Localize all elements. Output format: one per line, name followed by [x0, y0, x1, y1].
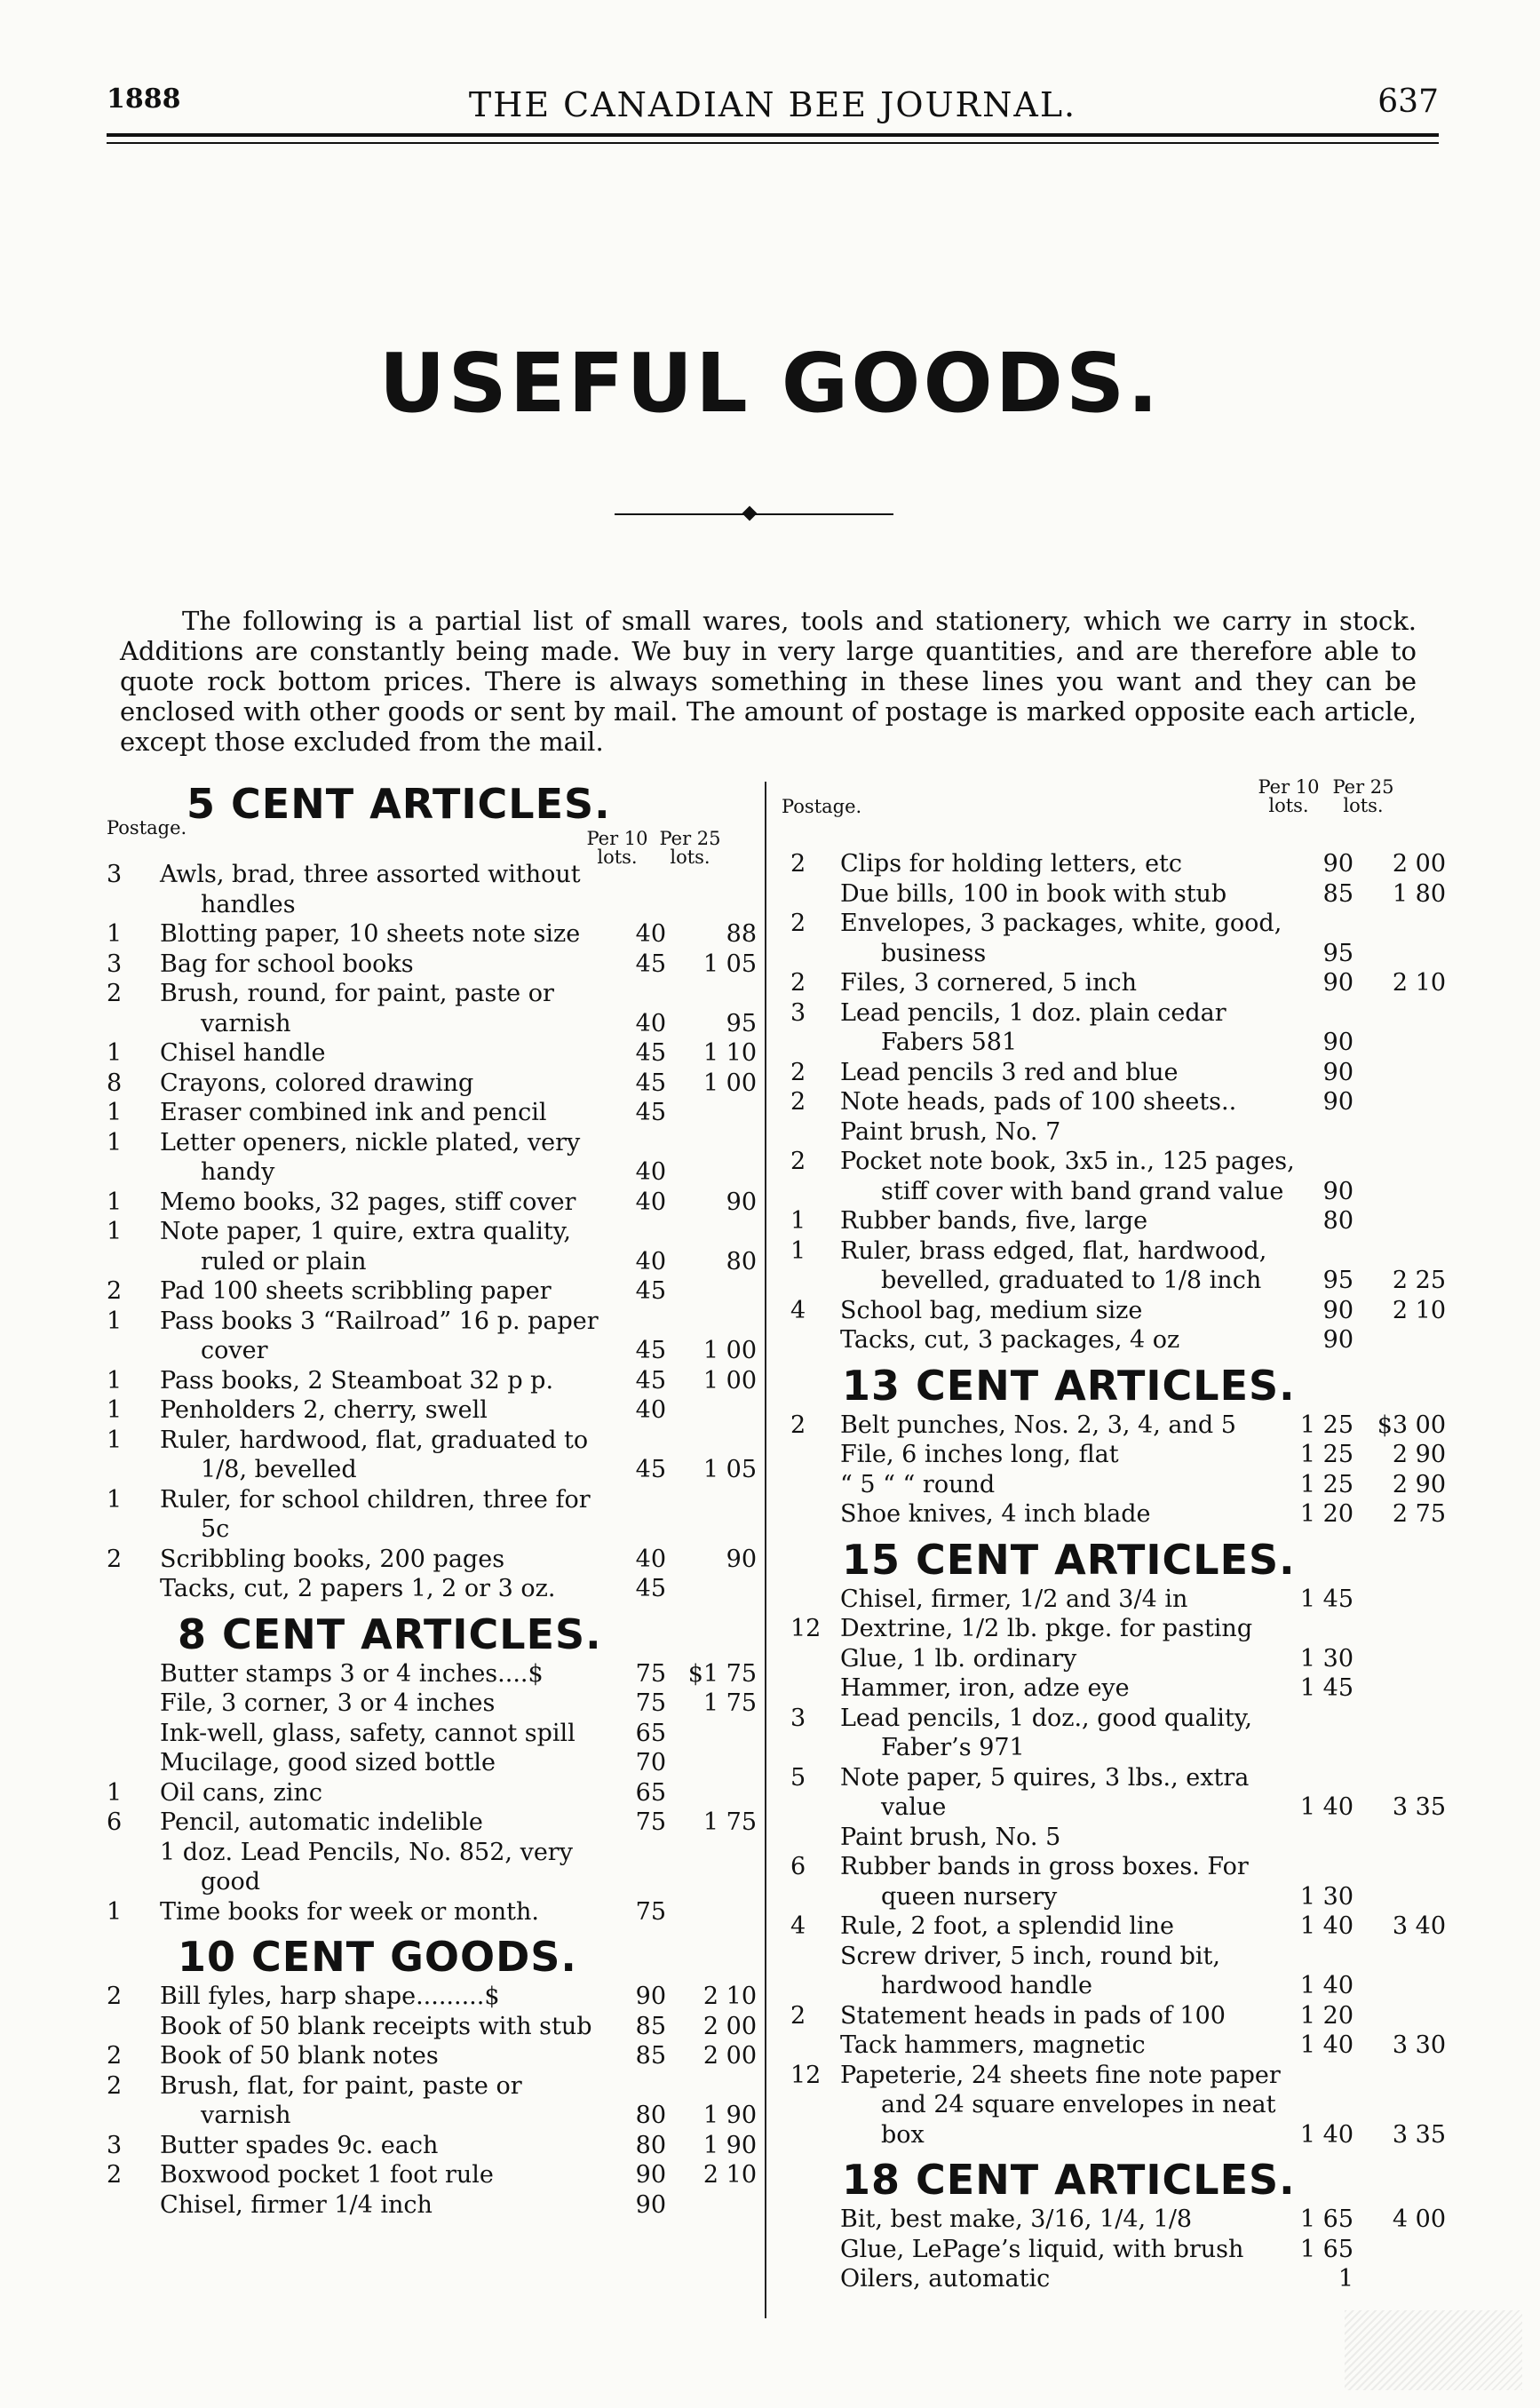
price-list-item [107, 1188, 764, 1218]
price-list-item [771, 2001, 1446, 2031]
item-description: Oil cans, zinc [160, 1778, 322, 1807]
postage-amount: 1 [790, 1236, 806, 1265]
right-price-list [771, 849, 1446, 2294]
price-per-10: 90 [1322, 1029, 1353, 1056]
price-per-10: 90 [635, 2161, 666, 2189]
price-per-10: 1 25 [1299, 1470, 1353, 1498]
item-description: Tacks, cut, 2 papers 1, 2 or 3 oz. [160, 1575, 556, 1602]
item-description: Memo books, 32 pages, stiff cover [160, 1188, 576, 1216]
price-per-10: 45 [635, 1069, 666, 1097]
price-per-10: 80 [1322, 1207, 1353, 1235]
price-per-10: 70 [635, 1749, 666, 1776]
postage-amount: 1 [107, 1128, 123, 1156]
item-description: Lead pencils, 1 doz., good quality, Faber’s 971 [840, 1704, 1253, 1761]
price-list-item [107, 1838, 764, 1897]
left-price-list [107, 860, 764, 2220]
item-description: Due bills, 100 in book with stub [840, 879, 1227, 908]
price-list-item [771, 1411, 1446, 1441]
per10-label: Per 10 lots. [586, 828, 648, 868]
section-heading: 13 CENT ARTICLES. [842, 1361, 1296, 1410]
postage-amount: 1 [107, 1778, 123, 1807]
postage-amount: 3 [107, 950, 123, 978]
item-description: Bag for school books [160, 950, 414, 978]
price-list-item [771, 2031, 1446, 2061]
price-list-item [107, 1217, 764, 1276]
item-description: Bill fyles, harp shape.........$ [160, 1983, 500, 2010]
price-per-25: 88 [726, 920, 757, 948]
price-per-25: 1 00 [703, 1069, 757, 1097]
price-per-25: 2 10 [1392, 1296, 1446, 1324]
postage-amount: 2 [107, 2071, 123, 2100]
price-per-10: 40 [635, 1158, 666, 1186]
item-description: Glue, 1 lb. ordinary [840, 1644, 1077, 1673]
item-description: Screw driver, 5 inch, round bit, hardwood handle [840, 1942, 1220, 1999]
price-list-item [771, 879, 1446, 910]
item-description: Rubber bands in gross boxes. For queen nursery [840, 1853, 1249, 1911]
header-year: 1888 [107, 83, 181, 115]
item-description: Time books for week or month. [160, 1897, 539, 1926]
price-list-item [107, 1038, 764, 1069]
running-head [107, 83, 1439, 137]
item-description: School bag, medium size [840, 1296, 1143, 1324]
price-per-10: 1 20 [1299, 1500, 1353, 1528]
price-per-25: 2 25 [1392, 1267, 1446, 1294]
per25-label: Per 25 lots. [1332, 776, 1394, 816]
postage-amount: 3 [107, 2131, 123, 2159]
item-description: Tack hammers, magnetic [840, 2031, 1146, 2059]
price-list-item [107, 1395, 764, 1426]
postage-amount: 2 [107, 980, 123, 1007]
price-list-item [107, 1659, 764, 1689]
price-per-25: 2 10 [703, 1983, 757, 2010]
item-description: Brush, flat, for paint, paste or varnish [160, 2071, 522, 2129]
price-list-item [771, 1673, 1446, 1704]
item-description: Butter spades 9c. each [160, 2131, 439, 2159]
price-per-10: 40 [635, 1188, 666, 1216]
price-list-item [771, 1614, 1446, 1644]
item-description: Ink-well, glass, safety, cannot spill [160, 1719, 576, 1747]
title-ornament-diamond [742, 506, 758, 521]
price-per-25: 3 35 [1392, 1793, 1446, 1821]
price-per-25: 2 90 [1392, 1441, 1446, 1468]
price-list-item [107, 1128, 764, 1188]
postage-amount: 1 [107, 1188, 123, 1216]
item-description: Note heads, pads of 100 sheets.. [840, 1088, 1237, 1116]
price-per-10: 45 [635, 1575, 666, 1602]
item-description: Clips for holding letters, etc [840, 850, 1183, 878]
item-description: Files, 3 cornered, 5 inch [840, 969, 1138, 997]
item-description: Chisel handle [160, 1039, 326, 1067]
postage-amount: 1 [107, 1396, 123, 1424]
price-per-10: 85 [1322, 879, 1353, 908]
item-description: File, 3 corner, 3 or 4 inches [160, 1689, 496, 1717]
postage-amount: 2 [790, 1411, 806, 1439]
per10-label: Per 10 lots. [1258, 776, 1320, 816]
item-description: Ruler, for school children, three for 5c [160, 1485, 591, 1543]
right-column-head [771, 775, 1446, 849]
price-per-25: 1 90 [703, 2102, 757, 2129]
price-per-10: 45 [635, 1456, 666, 1483]
item-description: Boxwood pocket 1 foot rule [160, 2161, 494, 2189]
item-description: Chisel, firmer, 1/2 and 3/4 in [840, 1585, 1188, 1613]
item-description: Envelopes, 3 packages, white, good, business [840, 910, 1282, 967]
price-list-item [771, 2205, 1446, 2235]
price-list-item [107, 1069, 764, 1099]
price-per-10: 90 [635, 2190, 666, 2219]
item-description: Paint brush, No. 7 [840, 1117, 1061, 1146]
price-per-10: 1 65 [1299, 2205, 1353, 2233]
item-description: Bit, best make, 3/16, 1/4, 1/8 [840, 2205, 1193, 2233]
price-per-10: 75 [635, 1808, 666, 1836]
price-list-item [107, 2041, 764, 2071]
price-list-item [771, 909, 1446, 968]
price-list-item [107, 2131, 764, 2161]
price-list-item [771, 1296, 1446, 1326]
price-list-item [771, 1325, 1446, 1355]
price-list-item [771, 1236, 1446, 1296]
item-description: Glue, LePage’s liquid, with brush [840, 2235, 1244, 2263]
left-column [107, 775, 764, 2220]
intro-text: The following is a partial list of small wares, tools and stationery, which we carry in stock. Additions are constantly being made. We buy in very large quantities, and are therefore able to quote rock bottom prices. There is always something in these lines you want and they can be enclosed with other goods or sent by mail. The amount of postage is marked opposite each article, except those excluded from the mail. [120, 606, 1417, 757]
price-per-10: 40 [635, 920, 666, 948]
price-per-10: 1 40 [1299, 1912, 1353, 1940]
price-per-25: 90 [726, 1545, 757, 1573]
price-per-10: 75 [635, 1659, 666, 1688]
section-heading: 8 CENT ARTICLES. [178, 1609, 602, 1658]
page-number: 637 [1377, 83, 1439, 120]
price-per-25: 1 80 [1392, 879, 1446, 908]
price-per-25: 1 05 [703, 1456, 757, 1483]
item-description: Pass books 3 “Railroad” 16 p. paper cover [160, 1307, 599, 1364]
postage-amount: 2 [107, 2042, 123, 2070]
item-description: Belt punches, Nos. 2, 3, 4, and 5 [840, 1411, 1236, 1439]
item-description: Note paper, 5 quires, 3 lbs., extra value [840, 1763, 1250, 1821]
price-per-10: 45 [635, 1337, 666, 1364]
postage-amount: 2 [790, 2001, 806, 2030]
price-list-item [107, 950, 764, 980]
item-description: Pencil, automatic indelible [160, 1808, 483, 1836]
item-description: Brush, round, for paint, paste or varnish [160, 980, 554, 1037]
price-per-10: 90 [1322, 850, 1353, 878]
price-per-25: 2 10 [703, 2161, 757, 2189]
price-per-10: 95 [1322, 1267, 1353, 1294]
item-description: 1 doz. Lead Pencils, No. 852, very good [160, 1838, 573, 1895]
postage-amount: 6 [107, 1808, 123, 1836]
postage-amount: 1 [107, 1099, 123, 1126]
price-per-25: $1 75 [687, 1659, 757, 1688]
price-per-10: 1 30 [1299, 1882, 1353, 1911]
postage-amount: 6 [790, 1853, 806, 1880]
postage-amount: 3 [790, 998, 806, 1027]
price-list-item [107, 1574, 764, 1604]
journal-title: THE CANADIAN BEE JOURNAL. [468, 85, 1077, 124]
postage-amount: 1 [107, 1485, 123, 1514]
price-list-item [107, 1748, 764, 1778]
postage-amount: 2 [790, 910, 806, 937]
postage-amount: 3 [107, 861, 123, 888]
item-description: Oilers, automatic [840, 2265, 1051, 2293]
price-per-25: 1 00 [703, 1366, 757, 1395]
left-column-head [107, 775, 764, 868]
price-list-item [771, 1763, 1446, 1823]
price-per-10: 1 25 [1299, 1441, 1353, 1468]
postage-amount: 1 [107, 1039, 123, 1067]
item-description: Pad 100 sheets scribbling paper [160, 1277, 552, 1305]
price-per-25: 2 75 [1392, 1500, 1446, 1528]
price-per-25: $3 00 [1377, 1411, 1446, 1439]
item-description: “ 5 “ “ round [840, 1470, 996, 1498]
postage-label: Postage. [107, 817, 187, 838]
item-description: Scribbling books, 200 pages [160, 1545, 505, 1573]
page-title: USEFUL GOODS. [378, 336, 1162, 431]
price-list-item [771, 1585, 1446, 1615]
price-per-25: 90 [726, 1188, 757, 1216]
item-description: Note paper, 1 quire, extra quality, ruled or plain [160, 1218, 571, 1276]
header-rule-thin [107, 142, 1439, 144]
postage-amount: 1 [107, 920, 123, 948]
item-description: Book of 50 blank receipts with stub [160, 2012, 592, 2040]
price-list-item [107, 2160, 764, 2190]
postage-amount: 2 [107, 1277, 123, 1305]
price-per-10: 90 [1322, 969, 1353, 997]
price-per-25: 4 00 [1392, 2205, 1446, 2233]
item-description: Butter stamps 3 or 4 inches....$ [160, 1659, 544, 1688]
item-description: Penholders 2, cherry, swell [160, 1396, 488, 1424]
price-list-item [771, 2264, 1446, 2294]
price-list-item [771, 1440, 1446, 1470]
postage-amount: 1 [107, 1366, 123, 1395]
postage-amount: 2 [790, 1148, 806, 1175]
price-list-item [771, 1911, 1446, 1942]
price-list-item [771, 1852, 1446, 1911]
postage-amount: 1 [107, 1218, 123, 1245]
price-list-item [107, 2190, 764, 2221]
price-per-10: 1 45 [1299, 1585, 1353, 1613]
price-per-25: 1 10 [703, 1039, 757, 1067]
price-list-item [107, 1545, 764, 1575]
price-per-10: 40 [635, 1247, 666, 1276]
price-per-10: 1 40 [1299, 1972, 1353, 1999]
price-per-25: 3 40 [1392, 1912, 1446, 1940]
price-list-item [107, 1485, 764, 1545]
price-list-item [771, 1147, 1446, 1206]
item-description: Pocket note book, 3x5 in., 125 pages, stiff cover with band grand value [840, 1148, 1295, 1205]
price-list-item [107, 1808, 764, 1838]
price-list-item [771, 1058, 1446, 1088]
price-per-10: 1 40 [1299, 1793, 1353, 1821]
price-list-item [771, 1499, 1446, 1530]
price-list-item [771, 1117, 1446, 1148]
section-heading: 15 CENT ARTICLES. [842, 1535, 1296, 1584]
price-list-item [771, 1942, 1446, 2001]
item-description: Shoe knives, 4 inch blade [840, 1500, 1151, 1528]
item-description: Chisel, firmer 1/4 inch [160, 2190, 433, 2219]
price-per-10: 45 [635, 1099, 666, 1126]
price-per-10: 40 [635, 1396, 666, 1424]
postage-amount: 8 [107, 1069, 123, 1097]
price-per-10: 90 [1322, 1058, 1353, 1086]
item-description: Eraser combined ink and pencil [160, 1099, 547, 1126]
price-list-item [771, 1823, 1446, 1853]
postage-label: Postage. [782, 796, 862, 817]
item-description: Paint brush, No. 5 [840, 1823, 1061, 1851]
postage-amount: 2 [790, 850, 806, 878]
item-description: Tacks, cut, 3 packages, 4 oz [840, 1326, 1180, 1354]
price-per-10: 45 [635, 1039, 666, 1067]
item-description: Ruler, brass edged, flat, hardwood, bevelled, graduated to 1/8 inch [840, 1236, 1267, 1294]
price-list-item [771, 1087, 1446, 1117]
postage-amount: 4 [790, 1912, 806, 1940]
price-per-10: 1 25 [1299, 1411, 1353, 1439]
price-per-25: 2 00 [703, 2042, 757, 2070]
per25-label: Per 25 lots. [659, 828, 721, 868]
price-per-10: 80 [635, 2102, 666, 2129]
price-per-10: 85 [635, 2012, 666, 2040]
price-per-25: 2 00 [703, 2012, 757, 2040]
price-list-item [107, 860, 764, 919]
item-description: Awls, brad, three assorted without handles [160, 861, 581, 918]
price-per-10: 90 [1322, 1177, 1353, 1205]
price-per-25: 3 35 [1392, 2120, 1446, 2149]
price-per-10: 65 [635, 1719, 666, 1747]
price-per-25: 95 [726, 1009, 757, 1037]
price-list-item [771, 968, 1446, 998]
price-list-item [107, 1426, 764, 1485]
price-list-item [107, 979, 764, 1038]
right-column [771, 775, 1446, 2294]
price-list-item [107, 1366, 764, 1396]
item-description: Crayons, colored drawing [160, 1069, 474, 1097]
price-list-item [107, 2012, 764, 2042]
item-description: Hammer, iron, adze eye [840, 1674, 1130, 1702]
column-divider [765, 782, 766, 2318]
price-list-item [107, 1307, 764, 1366]
price-per-25: 2 90 [1392, 1470, 1446, 1498]
scan-speckle [1345, 2310, 1522, 2390]
price-list-item [771, 849, 1446, 879]
postage-amount: 1 [107, 1426, 123, 1454]
price-per-10: 95 [1322, 939, 1353, 967]
price-per-10: 45 [635, 950, 666, 978]
price-per-10: 45 [635, 1366, 666, 1395]
item-description: Lead pencils, 1 doz. plain cedar Fabers 581 [840, 998, 1226, 1056]
price-per-25: 1 75 [703, 1808, 757, 1836]
price-list-item [107, 1719, 764, 1749]
postage-amount: 2 [107, 2161, 123, 2189]
item-description: Blotting paper, 10 sheets note size [160, 920, 581, 948]
section-heading: 10 CENT GOODS. [178, 1933, 577, 1981]
price-list-item [771, 2061, 1446, 2150]
price-list-item [771, 1470, 1446, 1500]
price-list-item [107, 1098, 764, 1128]
price-per-10: 45 [635, 1277, 666, 1305]
item-description: Book of 50 blank notes [160, 2042, 439, 2070]
postage-amount: 2 [790, 1058, 806, 1086]
price-per-25: 3 30 [1392, 2031, 1446, 2059]
price-per-25: 2 10 [1392, 969, 1446, 997]
price-per-10: 90 [635, 1983, 666, 2010]
price-per-10: 90 [1322, 1296, 1353, 1324]
price-per-10: 90 [1322, 1326, 1353, 1354]
postage-amount: 5 [790, 1763, 806, 1792]
price-list-item [771, 1704, 1446, 1763]
item-description: File, 6 inches long, flat [840, 1441, 1119, 1468]
postage-amount: 1 [790, 1207, 806, 1235]
price-list-item [107, 1897, 764, 1927]
price-per-10: 1 65 [1299, 2235, 1353, 2263]
price-list-item [771, 1644, 1446, 1674]
price-per-25: 80 [726, 1247, 757, 1276]
postage-amount: 2 [790, 1088, 806, 1116]
price-per-25: 1 05 [703, 950, 757, 978]
item-description: Letter openers, nickle plated, very handy [160, 1128, 581, 1186]
postage-amount: 2 [107, 1983, 123, 2010]
item-description: Rubber bands, five, large [840, 1207, 1148, 1235]
price-list-item [771, 1206, 1446, 1236]
price-per-10: 85 [635, 2042, 666, 2070]
price-list-item [107, 2071, 764, 2131]
price-list-item [107, 1982, 764, 2012]
intro-paragraph [120, 606, 1417, 757]
price-per-10: 80 [635, 2131, 666, 2159]
price-per-25: 1 00 [703, 1337, 757, 1364]
item-description: Ruler, hardwood, flat, graduated to 1/8, bevelled [160, 1426, 589, 1483]
price-per-10: 40 [635, 1545, 666, 1573]
postage-amount: 1 [107, 1307, 123, 1335]
price-list-item [107, 919, 764, 950]
postage-amount: 12 [790, 1615, 822, 1642]
price-per-10: 90 [1322, 1088, 1353, 1116]
price-per-25: 1 75 [703, 1689, 757, 1717]
item-description: Statement heads in pads of 100 [840, 2001, 1226, 2030]
price-per-10: 1 30 [1299, 1644, 1353, 1673]
postage-amount: 4 [790, 1296, 806, 1324]
price-list-item [771, 2235, 1446, 2265]
price-list-item [107, 1689, 764, 1719]
price-per-10: 75 [635, 1897, 666, 1926]
item-description: Dextrine, 1/2 lb. pkge. for pasting [840, 1615, 1253, 1642]
postage-amount: 2 [790, 969, 806, 997]
item-description: Rule, 2 foot, a splendid line [840, 1912, 1175, 1940]
price-per-10: 75 [635, 1689, 666, 1717]
postage-amount: 12 [790, 2061, 822, 2089]
price-per-10: 1 45 [1299, 1674, 1353, 1702]
price-per-10: 40 [635, 1009, 666, 1037]
postage-amount: 1 [107, 1897, 123, 1926]
section-heading: 5 CENT ARTICLES. [187, 780, 611, 828]
price-per-25: 1 90 [703, 2131, 757, 2159]
price-per-10: 1 40 [1299, 2120, 1353, 2149]
price-list-item [107, 1276, 764, 1307]
postage-amount: 2 [107, 1545, 123, 1573]
section-heading: 18 CENT ARTICLES. [842, 2156, 1296, 2204]
price-per-10: 1 40 [1299, 2031, 1353, 2059]
item-description: Lead pencils 3 red and blue [840, 1058, 1179, 1086]
price-list-item [107, 1778, 764, 1808]
postage-amount: 3 [790, 1704, 806, 1732]
item-description: Pass books, 2 Steamboat 32 p p. [160, 1366, 554, 1395]
price-per-25: 2 00 [1392, 850, 1446, 878]
price-per-10: 1 20 [1299, 2001, 1353, 2030]
item-description: Papeterie, 24 sheets fine note paper and 24 square envelopes in neat box [840, 2061, 1281, 2149]
price-per-10: 65 [635, 1778, 666, 1807]
header-rule [107, 133, 1439, 137]
item-description: Mucilage, good sized bottle [160, 1749, 496, 1776]
price-list-item [771, 998, 1446, 1058]
price-per-10: 1 [1338, 2265, 1353, 2293]
